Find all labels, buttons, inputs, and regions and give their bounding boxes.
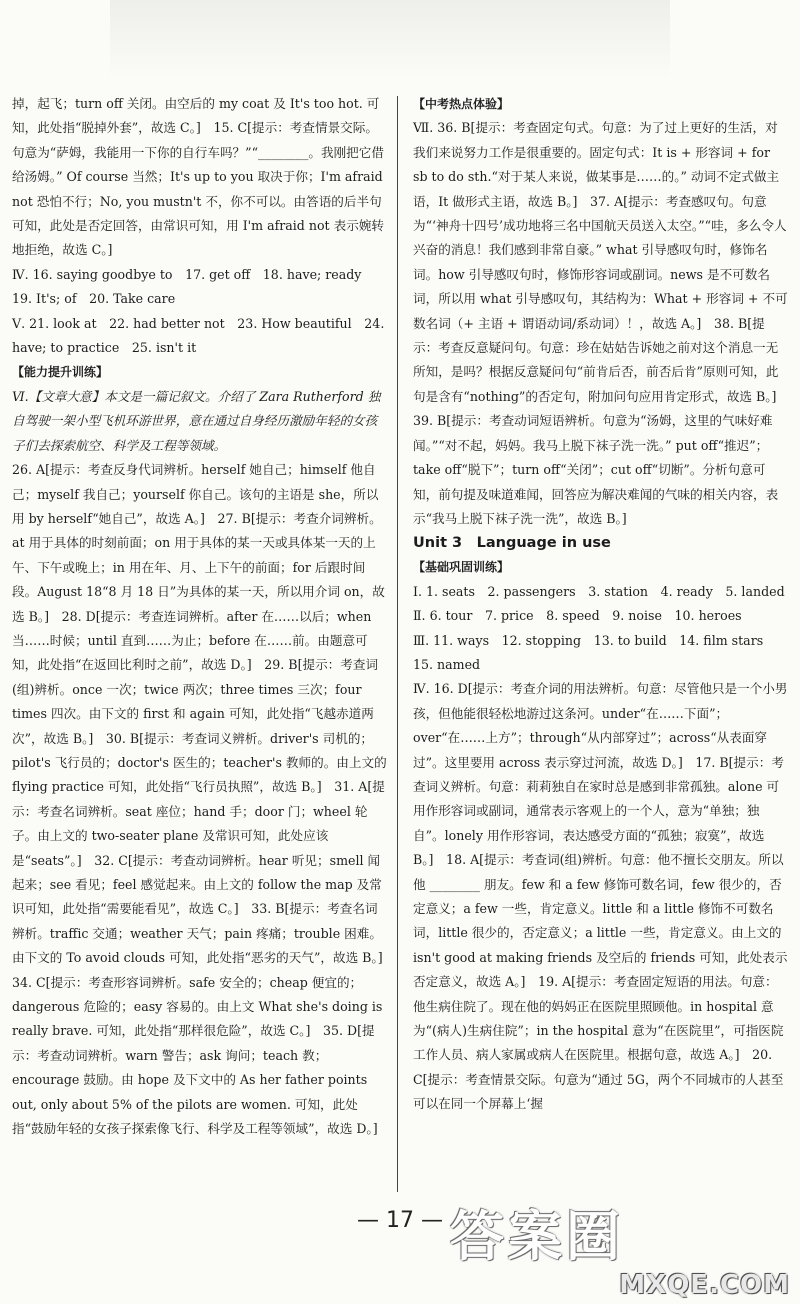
answer-line: Ⅴ. 21. look at 22. had better not 23. How beautiful 24. have; to practice 25. isn't it xyxy=(12,315,385,356)
paragraph: Ⅶ. 36. B[提示：考查固定句式。句意：为了过上更好的生活，对我们来说努力工作是很重要的。固定句式：It is + 形容词 + for sb to do sth.“对于某人来说，做某事是……的。” 动词不定式做主语，It 做形式主语，故选 B。] 37. A[提示：考查感叹句。句意为“‘神舟十四号’成功地将三名中国航天员送入太空。”“哇，多么令人兴奋的消息！我们感到非常自豪。” what 引导感叹句时，修饰名词。how 引导感叹句时，修饰形容词或副词。news 是不可数名词，所以用 what 引导感叹句，其结构为：What + 形容词 + 不可数名词（+ 主语 + 谓语动词/系动词）！，故选 A。] 38. B[提示：考查反意疑问句。句意：珍在姑姑告诉她之前对这个消息一无所知，是吗？根据反意疑问句“前肯后否，前否后肯”原则可知，此句是含有“nothing”的否定句，附加问句应用肯定形式，故选 B。] 39. B[提示：考查动词短语辨析。句意为“汤姆，这里的气味好难闻。”“对不起，妈妈。我马上脱下袜子洗一洗。” put off“推迟”；take off“脱下”；turn off“关闭”；cut off“切断”。分析句意可知，前句提及味道难闻，回答应为解决难闻的气味的相关内容，表示“我马上脱下袜子洗一洗”，故选 B。] xyxy=(413,120,790,526)
answer-line: Ⅰ. 1. seats 2. passengers 3. station 4. ready 5. landed xyxy=(413,583,785,599)
page-number: — 17 — xyxy=(357,1208,443,1233)
paragraph: 掉，起飞；turn off 关闭。由空后的 my coat 及 It's too hot. 可知，此处指“脱掉外套”，故选 C。] 15. C[提示：考查情景交际。句意为“萨姆，我能用一下你的自行车吗？”“________。我刚把它借给汤姆。” Of course 当然；It's up to you 取决于你；I'm afraid not 恐怕不行；No, you mustn't 不，你不可以。由答语的后半句可知，此处是否定回答，由常识可知，用 I'm afraid not 表示婉转地拒绝，故选 C。] xyxy=(12,96,384,258)
section-heading: 【中考热点体验】 xyxy=(413,97,510,111)
right-column xyxy=(413,92,788,1117)
section-heading: 【能力提升训练】 xyxy=(12,365,109,380)
column-divider xyxy=(397,96,398,1192)
answer-line: Ⅳ. 16. saying goodbye to 17. get off 18. have; ready 19. It's; of 20. Take care xyxy=(12,266,375,307)
watermark-text: 答案圈 xyxy=(450,1205,624,1268)
scan-smudge xyxy=(110,0,670,80)
watermark-logo xyxy=(440,1190,796,1302)
answer-line: Ⅱ. 6. tour 7. price 8. speed 9. noise 10. heroes xyxy=(413,608,742,624)
passage-summary: Ⅵ.【文章大意】本文是一篇记叙文。介绍了 Zara Rutherford 独自驾驶一架小型飞机环游世界，意在通过自身经历激励年轻的女孩子们去探索航空、科学及工程等领域。 xyxy=(12,388,381,453)
unit-title: Unit 3 Language in use xyxy=(413,535,611,552)
paragraph: 26. A[提示：考查反身代词辨析。herself 她自己；himself 他自己；myself 我自己；yourself 你自己。该句的主语是 she，所以用 by herself“她自己”，故选 A。] 27. B[提示：考查介词辨析。at 用于具体的时刻前面；on 用于具体的某一天或具体某一天的上午、下午或晚上；in 用在年、月、上下午的前面；for 后跟时间段。August 18“8 月 18 日”为具体的某一天，所以用介词 on，故选 B。] 28. D[提示：考查连词辨析。after 在……以后；when 当……时候；until 直到……为止；before 在……前。由题意可知，此处指“在返回比利时之前”，故选 D。] 29. B[提示：考查词(组)辨析。once 一次；twice 两次；three times 三次；four times 四次。由下文的 first 和 again 可知，此处指“飞越赤道两次”，故选 B。] 30. B[提示：考查词义辨析。driver's 司机的；pilot's 飞行员的；doctor's 医生的；teacher's 教师的。由上文的 flying practice 可知，此处指“飞行员执照”，故选 B。] 31. A[提示：考查名词辨析。seat 座位；hand 手；door 门；wheel 轮子。由上文的 two-seater plane 及常识可知，此处应该是“seats”。] 32. C[提示：考查动词辨析。hear 听见；smell 闻起来；see 看见；feel 感觉起来。由上文的 follow the map 及常识可知，此处指“需要能看见”，故选 C。] 33. B[提示：考查名词辨析。traffic 交通；weather 天气；pain 疼痛；trouble 困难。由下文的 To avoid clouds 可知，此处指“恶劣的天气”，故选 B。] 34. C[提示：考查形容词辨析。safe 安全的；cheap 便宜的；dangerous 危险的；easy 容易的。由上文 What she's doing is really brave. 可知，此处指“那样很危险”，故选 C。] 35. D[提示：考查动词辨析。warn 警告；ask 询问；teach 教；encourage 鼓励。由 hope 及下文中的 As her father points out, only about 5% of the pilots are women. 可知，此处指“鼓励年轻的女孩子探索像飞行、科学及工程等领域”，故选 D。] xyxy=(12,462,396,1137)
answer-line: Ⅲ. 11. ways 12. stopping 13. to build 14. film stars 15. named xyxy=(413,632,776,672)
paragraph: Ⅳ. 16. D[提示：考查介词的用法辨析。句意：尽管他只是一个小男孩，但他能很轻松地游过这条河。under“在……下面”；over“在……上方”；through“从内部穿过”；across“从表面穿过”。这里要用 across 表示穿过河流，故选 D。] 17. B[提示：考查词义辨析。句意：莉莉独自在家时总是感到非常孤独。alone 可用作形容词或副词，通常表示客观上的一个人，意为“单独；独自”。lonely 用作形容词，表达感受方面的“孤独；寂寞”，故选 B。] 18. A[提示：考查词(组)辨析。句意：他不擅长交朋友。所以他 ________ 朋友。few 和 a few 修饰可数名词，few 很少的，否定意义；a few 一些，肯定意义。little 和 a little 修饰不可数名词，little 很少的，否定意义；a little 一些，肯定意义。由上文的 isn't good at making friends 及空后的 friends 可知，此处表示否定意义，故选 A。] 19. A[提示：考查固定短语的用法。句意：他生病住院了。现在他的妈妈正在医院里照顾他。in hospital 意为“(病人)生病住院”；in the hospital 意为“在医院里”，可指医院工作人员、病人家属或病人在医院里。根据句意，故选 A。] 20. C[提示：考查情景交际。句意为“通过 5G，两个不同城市的人甚至可以在同一个屏幕上‘握 xyxy=(413,681,788,1112)
left-column xyxy=(12,92,396,1141)
section-heading: 【基础巩固训练】 xyxy=(413,560,510,575)
watermark-url: MXQE.COM xyxy=(619,1270,790,1300)
